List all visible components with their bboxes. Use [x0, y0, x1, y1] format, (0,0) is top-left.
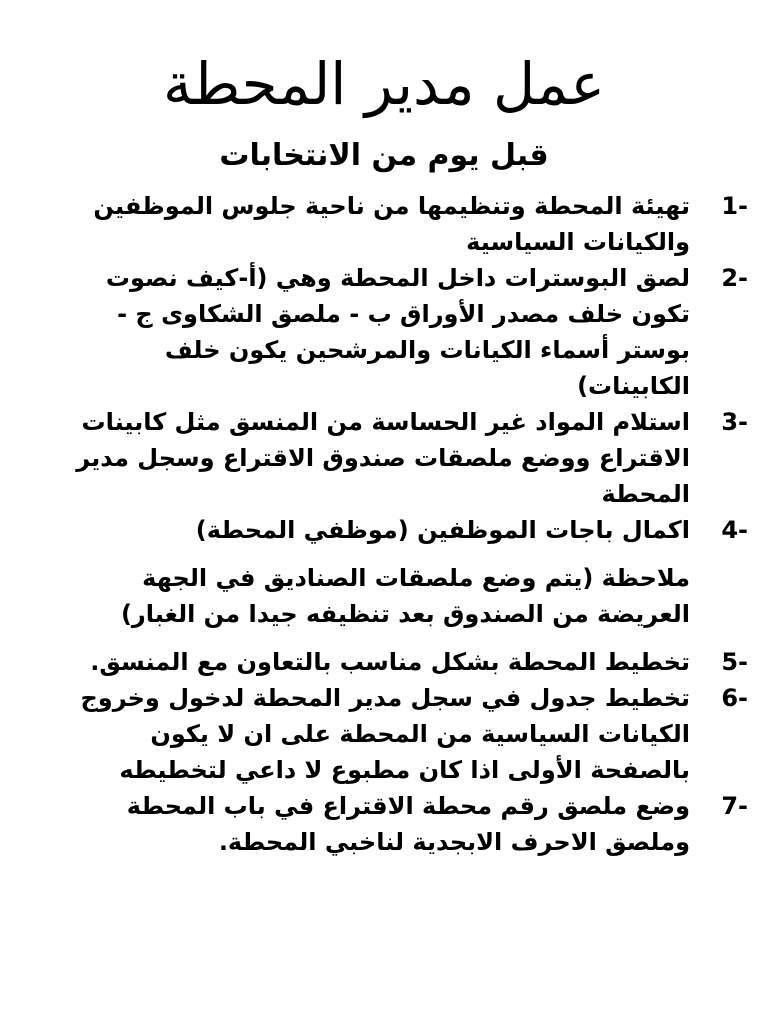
slide-title: عمل مدير المحطة [162, 50, 606, 118]
item-number: 4- [721, 516, 748, 544]
list-item-1 [48, 188, 748, 260]
item-text: استلام المواد غير الحساسة من المنسق مثل كابينات الاقتراع ووضع ملصقات صندوق الاقتراع وسجل مدير المحطة [76, 408, 690, 508]
item-number: 5- [721, 648, 748, 676]
task-list [48, 188, 748, 860]
item-text: وضع ملصق رقم محطة الاقتراع في باب المحطة وملصق الاحرف الابجدية لناخبي المحطة. [126, 792, 690, 856]
item-text: تهيئة المحطة وتنظيمها من ناحية جلوس الموظفين والكيانات السياسية [93, 192, 690, 256]
item-text: تخطيط المحطة بشكل مناسب بالتعاون مع المنسق. [90, 648, 690, 676]
item-number: 1- [721, 192, 748, 220]
list-item-6 [48, 680, 748, 788]
item-text: اكمال باجات الموظفين (موظفي المحطة) [195, 516, 690, 544]
item-number: 7- [721, 792, 748, 820]
slide-subtitle: قبل يوم من الانتخابات [219, 138, 549, 173]
item-text: لصق البوسترات داخل المحطة وهي (أ-كيف نصوت تكون خلف مصدر الأوراق ب - ملصق الشكاوى ج - بوستر أسماء الكيانات والمرشحين يكون خلف الكابينات) [105, 264, 690, 400]
list-item-5 [48, 644, 748, 680]
item-number: 6- [721, 684, 748, 712]
item-number: 3- [721, 408, 748, 436]
list-item-3 [48, 404, 748, 512]
list-item-4 [48, 512, 748, 548]
item-number: 2- [721, 264, 748, 292]
list-item-7 [48, 788, 748, 860]
item-text: تخطيط جدول في سجل مدير المحطة لدخول وخروج الكيانات السياسية من المحطة على ان لا يكون بالصفحة الأولى اذا كان مطبوع لا داعي لتخطيطه [80, 684, 690, 784]
note-text: ملاحظة (يتم وضع ملصقات الصناديق في الجهة العريضة من الصندوق بعد تنظيفه جيدا من الغبار) [120, 564, 690, 628]
list-item-2 [48, 260, 748, 404]
